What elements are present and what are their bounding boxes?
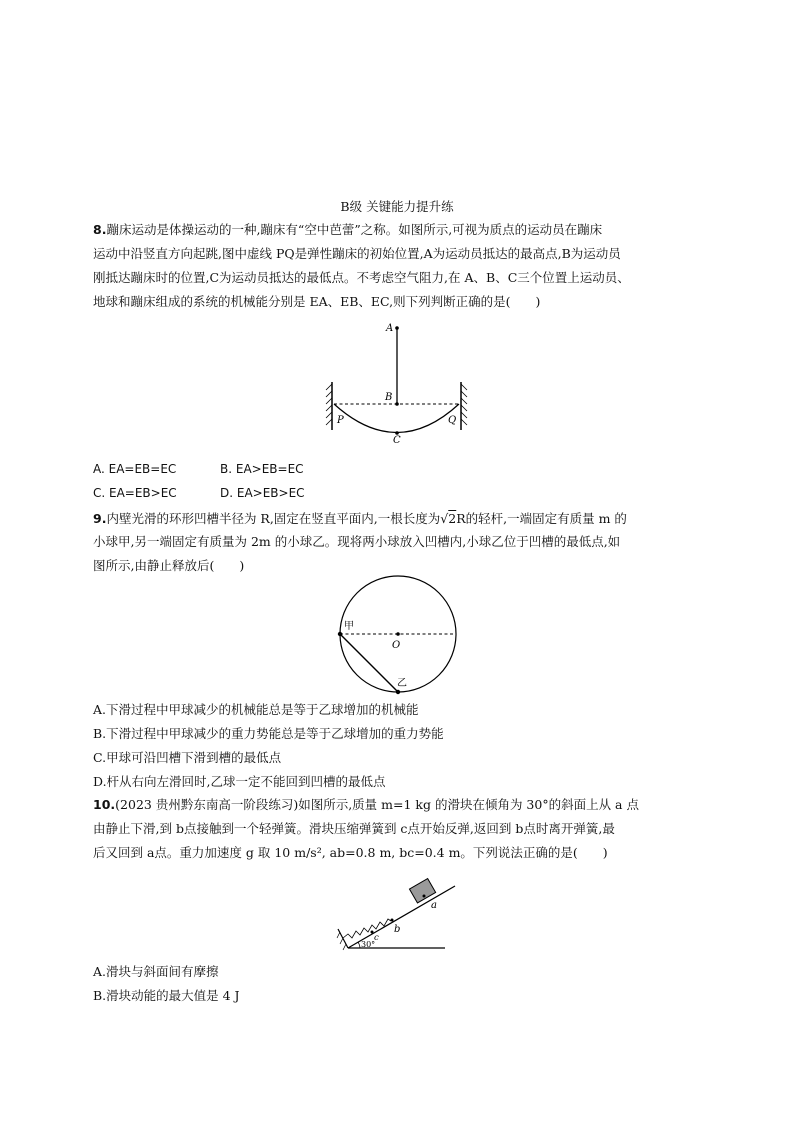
q10-option-a: A.滑块与斜面间有摩擦 (93, 964, 219, 979)
q10-line-1: 10.(2023 贵州黔东南高一阶段练习)如图所示,质量 m=1 kg 的滑块在倾角为 30°的斜面上从 a 点 (93, 797, 639, 812)
q8-option-d: D. EA>EB>EC (220, 486, 305, 500)
angle-arc (358, 942, 360, 948)
q8-line-3: 刚抵达蹦床时的位置,C为运动员抵达的最低点。不考虑空气阻力,在 A、B、C三个位置上运动员、 (93, 270, 630, 285)
point-a (423, 895, 426, 898)
q9-line-3: 图所示,由静止释放后( ) (93, 558, 245, 573)
q9-line-2: 小球甲,另一端固定有质量为 2m 的小球乙。现将两小球放入凹槽内,小球乙位于凹槽的最低点,如 (93, 534, 621, 549)
q8-option-a: A. EA=EB=EC (93, 462, 177, 476)
incline-figure (330, 868, 460, 953)
incline-surface (348, 886, 455, 948)
q8-line-1: 8.蹦床运动是体操运动的一种,蹦床有“空中芭蕾”之称。如图所示,可视为质点的运动员在蹦床 (93, 222, 603, 237)
trampoline-curve (334, 404, 459, 433)
point-a (395, 326, 399, 330)
right-wall-hatch (461, 384, 467, 425)
sqrt-argument: 2 (448, 511, 457, 526)
light-rod (340, 634, 401, 692)
q10-line-2: 由静止下滑,到 b点接触到一个轻弹簧。滑块压缩弹簧到 c点开始反弹,返回到 b点时离开弹簧,最 (93, 821, 615, 836)
label-a: a (431, 900, 437, 911)
q8-option-b: B. EA>EB=EC (220, 462, 304, 476)
spring (343, 919, 391, 938)
q8-line-2: 运动中沿竖直方向起跳,图中虚线 PQ是弹性蹦床的初始位置,A为运动员抵达的最高点,B为运动员 (93, 246, 621, 261)
label-jia: 甲 (344, 621, 354, 632)
ring-groove-figure (330, 572, 470, 702)
point-b (391, 919, 394, 922)
trampoline-figure (320, 320, 470, 450)
label-b: B (385, 392, 393, 403)
q8-option-c: C. EA=EB>EC (93, 486, 177, 500)
label-q: Q (448, 415, 457, 426)
ball-jia (338, 632, 342, 636)
q9-option-a: A.下滑过程中甲球减少的机械能总是等于乙球增加的机械能 (93, 702, 419, 717)
q9-option-d: D.杆从右向左滑回时,乙球一定不能回到凹槽的最低点 (93, 774, 386, 789)
q10-number: 10. (93, 797, 116, 812)
left-wall-hatch (326, 384, 332, 425)
q9-option-b: B.下滑过程中甲球减少的重力势能总是等于乙球增加的重力势能 (93, 726, 444, 741)
q9-number: 9. (93, 511, 107, 526)
label-c: c (374, 933, 379, 943)
ball-yi (396, 690, 400, 694)
q9-line-1: 9.内壁光滑的环形凹槽半径为 R,固定在竖直平面内,一根长度为√2R的轻杆,一端固定有质量 m 的 (93, 511, 627, 526)
q10-line-3: 后又回到 a点。重力加速度 g 取 10 m/s², ab=0.8 m, bc=0.4 m。下列说法正确的是( ) (93, 845, 608, 860)
section-heading: B级 关键能力提升练 (340, 199, 454, 214)
q8-number: 8. (93, 222, 107, 237)
q9-option-c: C.甲球可沿凹槽下滑到槽的最低点 (93, 750, 282, 765)
sqrt-sign: √ (440, 511, 449, 526)
label-yi: 乙 (397, 678, 407, 689)
label-p: P (337, 415, 344, 426)
q8-line-4: 地球和蹦床组成的系统的机械能分别是 EA、EB、EC,则下列判断正确的是( ) (93, 294, 541, 309)
label-c: C (393, 435, 401, 446)
label-a: A (386, 323, 394, 334)
center-o (396, 632, 400, 636)
q10-option-b: B.滑块动能的最大值是 4 J (93, 988, 240, 1003)
label-o: O (392, 640, 401, 651)
label-angle: 30° (361, 940, 376, 949)
label-b: b (394, 924, 401, 935)
